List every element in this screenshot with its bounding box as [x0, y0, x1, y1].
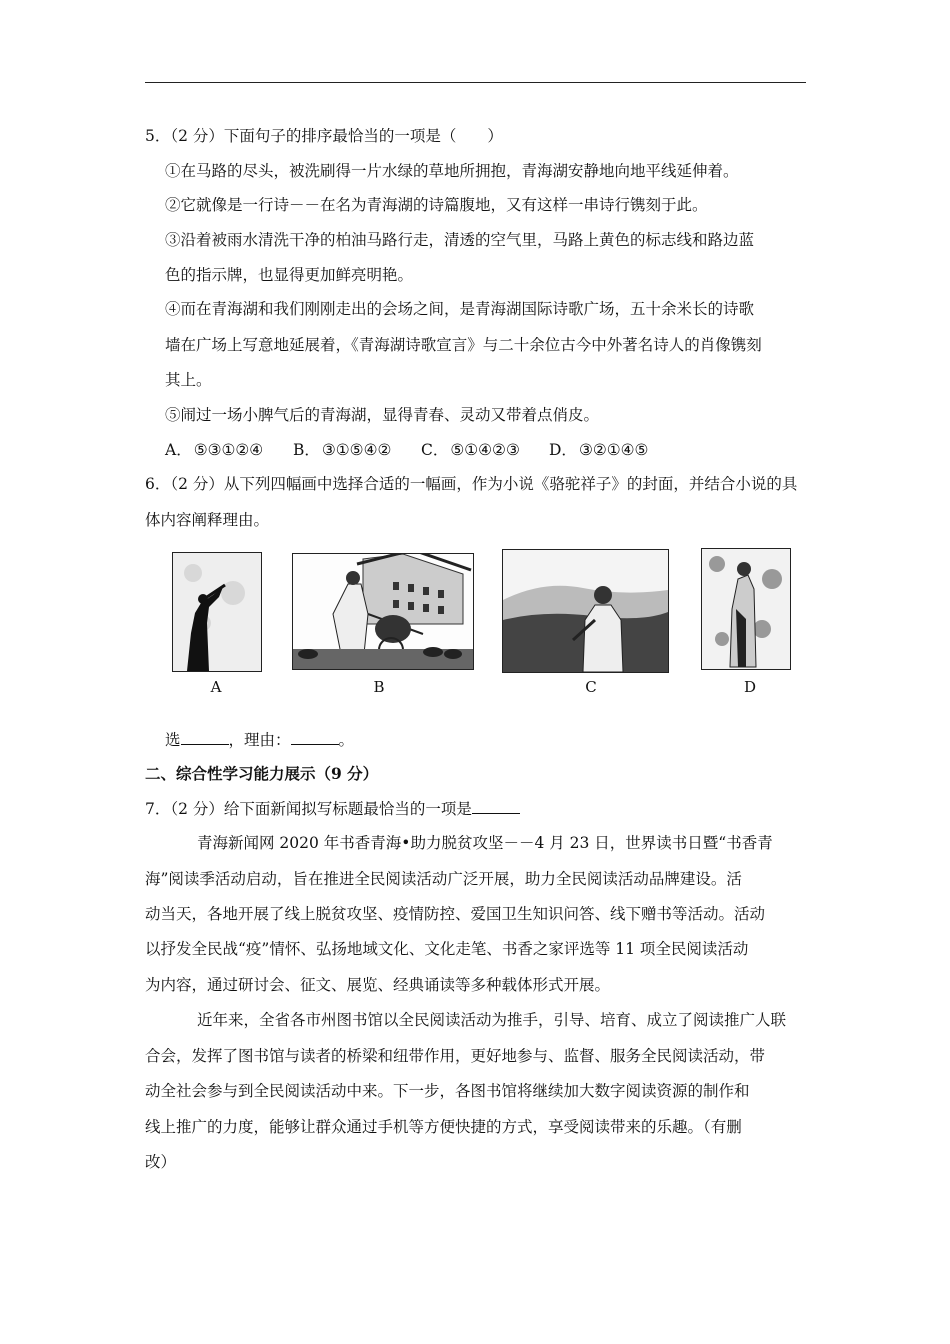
option-text: ⑤③①②④	[193, 441, 264, 459]
option-text: ③①⑤④②	[321, 441, 392, 459]
q5-sentence-3a: ③沿着被雨水清洗干净的柏油马路行走，清透的空气里，马路上黄色的标志线和路边蓝	[165, 231, 755, 249]
reason-blank[interactable]	[291, 730, 339, 745]
header-rule	[145, 82, 806, 83]
q7-p1-line-2: 海”阅读季活动启动，旨在推进全民阅读活动广泛开展，助力全民阅读活动品牌建设。活	[145, 870, 742, 888]
q7-p2-line-3: 动全社会参与到全民阅读活动中来。下一步，各图书馆将继续加大数字阅读资源的制作和	[145, 1082, 750, 1100]
q7-p1-line-5: 为内容，通过研讨会、征文、展览、经典诵读等多种载体形式开展。	[145, 976, 611, 994]
q5-sentence-5: ⑤闹过一场小脾气后的青海湖，显得青春、灵动又带着点俏皮。	[165, 406, 600, 424]
q5-sentence-2: ②它就像是一行诗－－在名为青海湖的诗篇腹地，又有这样一串诗行镌刻于此。	[165, 196, 708, 214]
q7-p2-line-4: 线上推广的力度，能够让群众通过手机等方便快捷的方式，享受阅读带来的乐趣。（有删	[145, 1118, 742, 1136]
q7-stem-line	[145, 799, 815, 819]
q5-options	[165, 440, 835, 460]
picture-a-caption: A	[210, 678, 222, 696]
q7-p2-line-2: 合会，发挥了图书馆与读者的桥梁和纽带作用，更好地参与、监督、服务全民阅读活动，带	[145, 1047, 766, 1065]
picture-d-caption: D	[743, 678, 757, 696]
option-letter: C．	[421, 441, 449, 459]
option-letter: B．	[293, 441, 320, 459]
answer-period: 。	[338, 731, 355, 749]
q5-sentence-3b: 色的指示牌，也显得更加鲜亮明艳。	[165, 266, 414, 284]
section-2-heading: 二、综合性学习能力展示（9 分）	[145, 764, 379, 783]
picture-d[interactable]	[701, 548, 791, 670]
choice-blank[interactable]	[181, 730, 229, 745]
q5-option-c[interactable]	[421, 440, 549, 460]
option-text: ③②①④⑤	[578, 441, 649, 459]
picture-c-caption: C	[585, 678, 597, 696]
picture-a[interactable]	[172, 552, 262, 672]
q5-option-d[interactable]	[549, 440, 649, 460]
option-letter: D．	[549, 441, 577, 459]
q7-p1-line-1: 青海新闻网 2020 年书香青海•助力脱贫攻坚－－4 月 23 日，世界读书日暨“书香青	[197, 834, 773, 852]
q5-sentence-4a: ④而在青海湖和我们刚刚走出的会场之间，是青海湖国际诗歌广场，五十余米长的诗歌	[165, 300, 755, 318]
landscape-man-image	[503, 550, 668, 672]
silhouette-figure-image	[173, 553, 261, 671]
q5-stem: 5．（2 分）下面句子的排序最恰当的一项是（ ）	[145, 127, 503, 145]
reason-label: ，理由：	[228, 731, 291, 749]
q5-option-b[interactable]	[293, 440, 421, 460]
picture-b-caption: B	[373, 678, 385, 696]
picture-b[interactable]	[292, 553, 474, 670]
q5-sentence-4c: 其上。	[165, 371, 212, 389]
q7-p1-line-3: 动当天，各地开展了线上脱贫攻坚、疫情防控、爱国卫生知识问答、线下赠书等活动。活动	[145, 905, 766, 923]
q6-answer-line	[165, 730, 835, 750]
option-letter: A．	[165, 441, 192, 459]
city-gate-rickshaw-image	[293, 554, 473, 669]
q7-p2-line-1: 近年来，全省各市州图书馆以全民阅读活动为推手，引导、培育、成立了阅读推广人联	[197, 1011, 787, 1029]
picture-c[interactable]	[502, 549, 669, 673]
q5-sentence-1: ①在马路的尽头，被洗刷得一片水绿的草地所拥抱，青海湖安静地向地平线延伸着。	[165, 162, 739, 180]
rickshaw-puller-image	[702, 549, 790, 669]
q5-sentence-4b: 墙在广场上写意地延展着，《青海湖诗歌宣言》与二十余位古今中外著名诗人的肖像镌刻	[165, 336, 762, 354]
q7-stem: 7．（2 分）给下面新闻拟写标题最恰当的一项是	[145, 800, 472, 818]
q6-stem-a: 6．（2 分）从下列四幅画中选择合适的一幅画，作为小说《骆驼祥子》的封面，并结合小说的具	[145, 475, 798, 493]
option-text: ⑤①④②③	[450, 441, 520, 459]
q7-p1-line-4: 以抒发全民战“疫”情怀、弘扬地域文化、文化走笔、书香之家评选等 11 项全民阅读活动	[145, 940, 749, 958]
q7-answer-blank[interactable]	[472, 799, 520, 814]
q7-p2-line-5: 改）	[145, 1153, 177, 1171]
q6-stem-b: 体内容阐释理由。	[145, 511, 270, 529]
answer-prefix: 选	[165, 731, 181, 749]
q5-option-a[interactable]	[165, 440, 293, 460]
